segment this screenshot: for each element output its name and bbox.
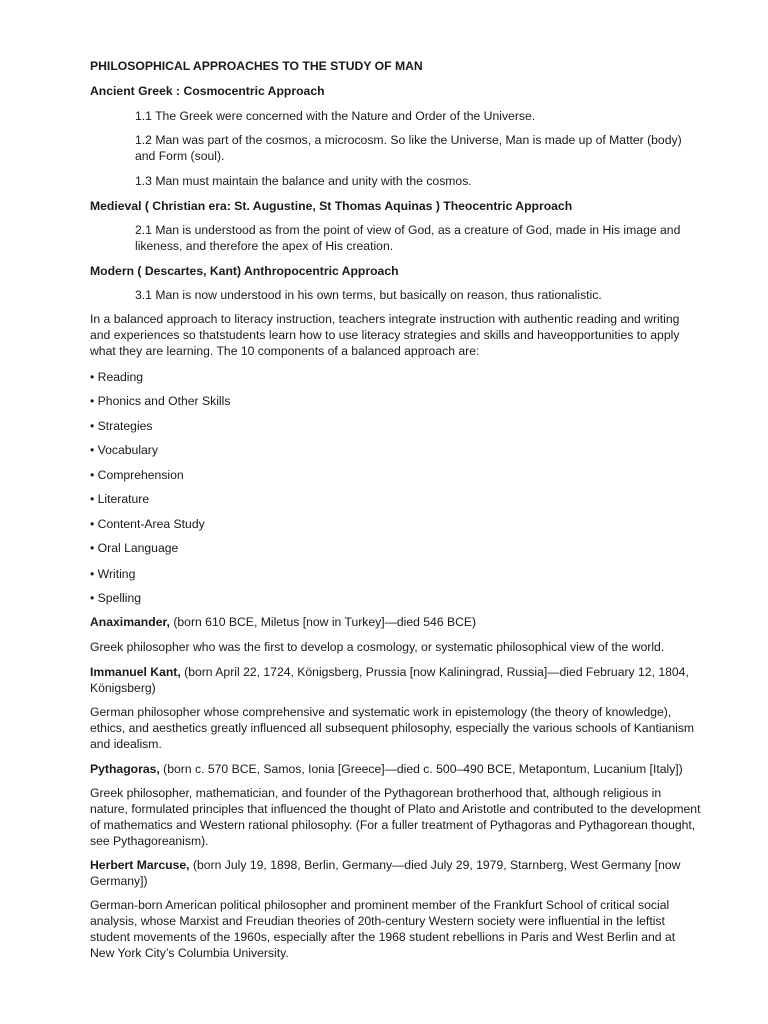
- component-list-item: • Oral Language: [90, 540, 702, 556]
- philosopher-dates: (born April 22, 1724, Königsberg, Prussia [now Kaliningrad, Russia]—died February 12, 1804, Königsberg): [90, 665, 689, 695]
- philosopher-description: Greek philosopher, mathematician, and founder of the Pythagorean brotherhood that, although religious in nature, formulated principles that influenced the thought of Plato and Aristotle and contributed to the development of mathematics and Western rational philosophy. (For a fuller treatment of Pythagoras and Pythagorean thought, see Pythagoreanism).: [90, 786, 701, 848]
- philosopher-name: Anaximander,: [90, 615, 170, 629]
- ancient-item: 1.3 Man must maintain the balance and unity with the cosmos.: [135, 174, 472, 188]
- component-list-item: • Strategies: [90, 418, 702, 434]
- philosopher-dates: (born c. 570 BCE, Samos, Ionia [Greece]—died c. 500–490 BCE, Metapontum, Lucanium [Italy]): [159, 762, 683, 776]
- philosopher-dates: (born July 19, 1898, Berlin, Germany—died July 29, 1979, Starnberg, West Germany [now Germany]): [90, 858, 681, 888]
- modern-item: 3.1 Man is now understood in his own terms, but basically on reason, thus rationalistic.: [135, 288, 602, 302]
- ancient-item: 1.2 Man was part of the cosmos, a microcosm. So like the Universe, Man is made up of Matter (body) and Form (soul).: [135, 133, 682, 163]
- philosopher-name: Herbert Marcuse,: [90, 858, 190, 872]
- philosopher-description: German-born American political philosopher and prominent member of the Frankfurt School of critical social analysis, whose Marxist and Freudian theories of 20th-century Western society were influential in the leftist student movements of the 1960s, especially after the 1968 student rebellions in Paris and West Berlin and at New York City’s Columbia University.: [90, 898, 676, 960]
- philosopher-description: Greek philosopher who was the first to develop a cosmology, or systematic philosophical view of the world.: [90, 640, 665, 654]
- component-list-item: • Writing: [90, 566, 702, 582]
- component-list-item: • Phonics and Other Skills: [90, 393, 702, 409]
- component-list-item: • Reading: [90, 369, 702, 385]
- medieval-item: 2.1 Man is understood as from the point of view of God, as a creature of God, made in His image and likeness, and therefore the apex of His creation.: [135, 223, 681, 253]
- medieval-heading: Medieval ( Christian era: St. Augustine, St Thomas Aquinas ) Theocentric Approach: [90, 199, 573, 213]
- document-title: PHILOSOPHICAL APPROACHES TO THE STUDY OF MAN: [90, 59, 423, 73]
- component-list-item: • Comprehension: [90, 467, 702, 483]
- ancient-heading: Ancient Greek : Cosmocentric Approach: [90, 84, 325, 98]
- component-list-item: • Vocabulary: [90, 442, 702, 458]
- component-list-item: • Literature: [90, 491, 702, 507]
- philosopher-name: Pythagoras,: [90, 762, 160, 776]
- balanced-approach-intro: In a balanced approach to literacy instruction, teachers integrate instruction with authentic reading and writing and experiences so thatstudents learn how to use literacy strategies and skills and haveopportunities to apply what they are learning. The 10 components of a balanced approach are:: [90, 312, 680, 358]
- philosopher-heading: [90, 614, 702, 630]
- ancient-item: 1.1 The Greek were concerned with the Nature and Order of the Universe.: [135, 109, 536, 123]
- philosopher-heading: [90, 857, 702, 889]
- modern-heading: Modern ( Descartes, Kant) Anthropocentric Approach: [90, 264, 399, 278]
- philosopher-name: Immanuel Kant,: [90, 665, 181, 679]
- philosopher-heading: [90, 664, 702, 696]
- philosopher-description: German philosopher whose comprehensive and systematic work in epistemology (the theory of knowledge), ethics, and aesthetics greatly influenced all subsequent philosophy, especially the various schools of Kantianism and idealism.: [90, 705, 695, 751]
- component-list-item: • Spelling: [90, 590, 702, 606]
- philosopher-heading: [90, 761, 702, 777]
- component-list-item: • Content-Area Study: [90, 516, 702, 532]
- philosopher-dates: (born 610 BCE, Miletus [now in Turkey]—died 546 BCE): [169, 615, 477, 629]
